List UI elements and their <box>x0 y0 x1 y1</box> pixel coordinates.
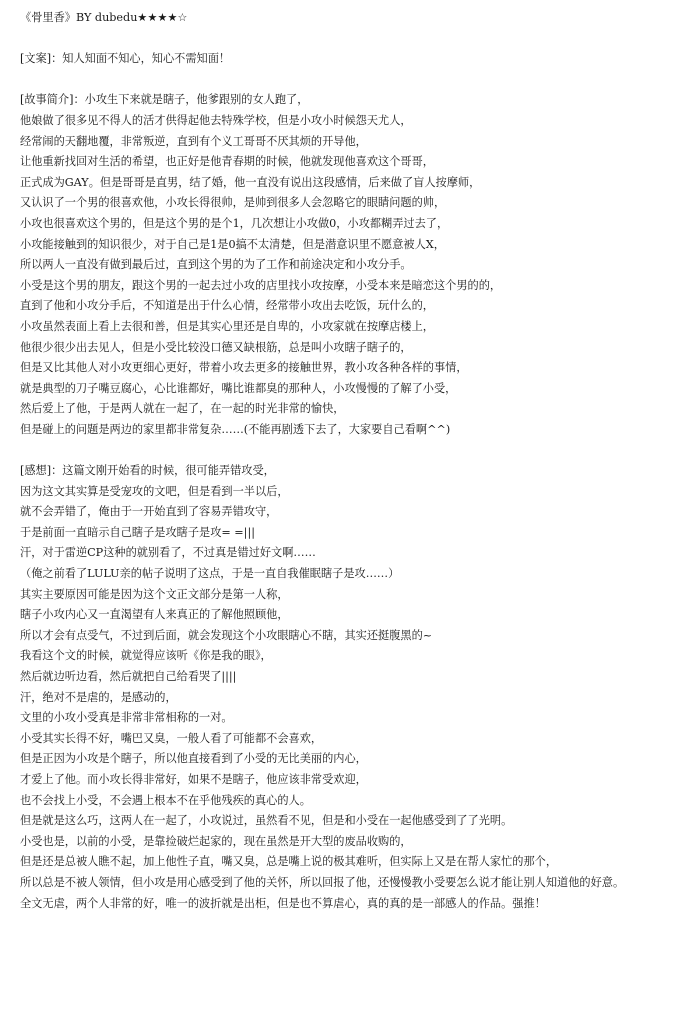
review-line: 所以总是不被人领情，但小攻是用心感受到了他的关怀，所以回报了他，还慢慢教小受要怎么说才能让别人知道他的好意。 <box>20 875 625 889</box>
synopsis-line: [故事简介]：小攻生下来就是瞎子，他爹跟别的女人跑了， <box>20 93 309 107</box>
synopsis-line: 小攻也很喜欢这个男的，但是这个男的是个1，几次想让小攻做0，小攻都糊弄过去了， <box>20 216 449 230</box>
blurb-line: [文案]：知人知面不知心，知心不需知面！ <box>20 52 231 66</box>
synopsis-line: 但是又比其他人对小攻更细心更好，带着小攻去更多的接触世界，教小攻各种各样的事情， <box>20 361 468 375</box>
synopsis-line: 直到了他和小攻分手后，不知道是出于什么心情，经常带小攻出去吃饭，玩什么的， <box>20 299 434 313</box>
synopsis-line: 就是典型的刀子嘴豆腐心，心比谁都好，嘴比谁都臭的那种人，小攻慢慢的了解了小受， <box>20 381 457 395</box>
review-line: 然后就边听边看，然后就把自己给看哭了|||| <box>20 670 237 683</box>
review-line: 小受其实长得不好，嘴巴又臭，一般人看了可能都不会喜欢， <box>20 731 323 745</box>
review-line: [感想]：这篇文刚开始看的时候，很可能弄错攻受， <box>20 464 275 478</box>
blank-line <box>20 29 676 50</box>
review-line: 也不会找上小受，不会遇上根本不在乎他残疾的真心的人。 <box>20 793 311 807</box>
review-line: 但是还是总被人瞧不起，加上他性子直，嘴又臭，总是嘴上说的极其难听，但实际上又是在帮人家忙的那个， <box>20 855 558 869</box>
document-title: 《骨里香》BY dubedu★★★★☆ <box>20 11 188 24</box>
review-line: 瞎子小攻内心又一直渴望有人来真正的了解他照顾他， <box>20 608 289 622</box>
synopsis-line: 经常闹的天翻地覆，非常叛逆，直到有个义工哥哥不厌其烦的开导他， <box>20 134 367 148</box>
synopsis-line: 他娘做了很多见不得人的活才供得起他去特殊学校，但是小攻小时候怨天尤人， <box>20 113 412 127</box>
review-line: 于是前面一直暗示自己瞎子是攻瞎子是攻= =||| <box>20 525 255 539</box>
synopsis-line: 小攻虽然表面上看上去很和善，但是其实心里还是自卑的，小攻家就在按摩店楼上， <box>20 319 434 333</box>
review-line: 我看这个文的时候，就觉得应该听《你是我的眼》， <box>20 649 272 663</box>
review-line: 小受也是，以前的小受，是靠捡破烂起家的，现在虽然是开大型的废品收购的， <box>20 834 412 848</box>
review-line: 但是正因为小攻是个瞎子，所以他直接看到了小受的无比美丽的内心， <box>20 752 367 766</box>
blank-line <box>20 70 676 91</box>
review-section <box>20 461 676 914</box>
synopsis-line: 小攻能接触到的知识很少，对于自己是1是0搞不太清楚，但是潜意识里不愿意被人X， <box>20 237 445 251</box>
review-line: 就不会弄错了，俺由于一开始直到了容易弄错攻守， <box>20 505 278 519</box>
review-line: 其实主要原因可能是因为这个文正文部分是第一人称， <box>20 587 289 601</box>
review-line: （俺之前看了LULU亲的帖子说明了这点，于是一直自我催眠瞎子是攻……） <box>20 567 400 581</box>
synopsis-section <box>20 90 676 440</box>
review-line: 但是就是这么巧，这两人在一起了，小攻说过，虽然看不见，但是和小受在一起他感受到了了光明。 <box>20 814 513 828</box>
synopsis-line: 小受是这个男的朋友，跟这个男的一起去过小攻的店里找小攻按摩，小受本来是暗恋这个男的的， <box>20 278 502 292</box>
synopsis-line: 让他重新找回对生活的希望，也正好是他青春期的时候，他就发现他喜欢这个哥哥， <box>20 155 434 169</box>
review-line: 全文无虐，两个人非常的好，唯一的波折就是出柜，但是也不算虐心，真的真的是一部感人的作品。强推！ <box>20 896 546 910</box>
review-line: 所以才会有点受气，不过到后面，就会发现这个小攻眼瞎心不瞎，其实还挺腹黑的~ <box>20 628 433 642</box>
synopsis-line: 又认识了一个男的很喜欢他，小攻长得很帅，是帅到很多人会忽略它的眼睛问题的帅， <box>20 196 446 210</box>
synopsis-line: 所以两人一直没有做到最后过，直到这个男的为了工作和前途决定和小攻分手。 <box>20 258 412 272</box>
synopsis-line: 然后爱上了他，于是两人就在一起了，在一起的时光非常的愉快， <box>20 402 345 416</box>
review-line: 文里的小攻小受真是非常非常相称的一对。 <box>20 711 233 725</box>
review-line: 因为这文其实算是受宠攻的文吧，但是看到一半以后， <box>20 484 289 498</box>
blank-line <box>20 440 676 461</box>
document-body <box>20 8 676 914</box>
synopsis-line: 但是碰上的问题是两边的家里都非常复杂……(不能再剧透下去了，大家要自己看啊^^) <box>20 422 451 436</box>
synopsis-line: 正式成为GAY。但是哥哥是直男，结了婚，他一直没有说出这段感情，后来做了盲人按摩师， <box>20 175 481 189</box>
review-line: 才爱上了他。而小攻长得非常好，如果不是瞎子，他应该非常受欢迎， <box>20 772 367 786</box>
review-line: 汗，绝对不是虐的，是感动的， <box>20 690 177 704</box>
review-line: 汗，对于雷逆CP这种的就别看了，不过真是错过好文啊…… <box>20 546 316 560</box>
synopsis-line: 他很少很少出去见人，但是小受比较没口德又缺根筋，总是叫小攻瞎子瞎子的， <box>20 340 412 354</box>
